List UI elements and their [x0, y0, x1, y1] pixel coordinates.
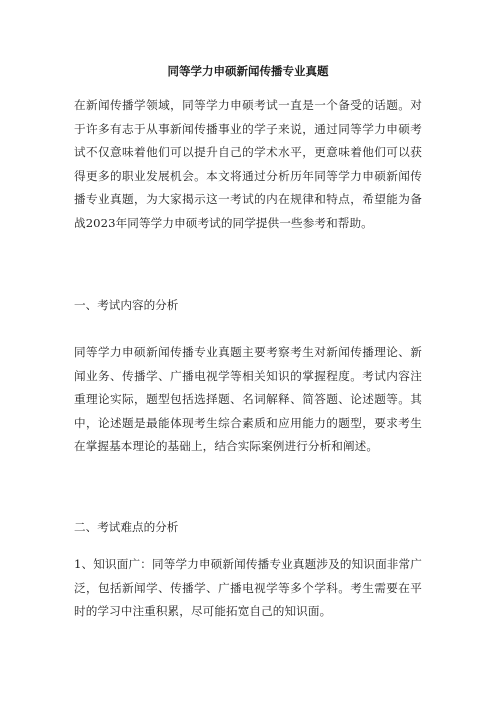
section-heading-content-analysis: 一、考试内容的分析 — [74, 298, 179, 312]
document-title: 同等学力申硕新闻传播专业真题 — [167, 64, 329, 78]
section-heading-difficulty-analysis: 二、考试难点的分析 — [74, 520, 179, 534]
section-paragraph-content-analysis: 同等学力申硕新闻传播专业真题主要考察考生对新闻传播理论、新闻业务、传播学、广播电视学等相关知识的掌握程度。考试内容注重理论实际，题型包括选择题、名词解释、简答题、论述题等。其中，论述题是最能体现考生综合素质和应用能力的题型，要求考生在掌握基本理论的基础上，结合实际案例进行分析和阐述。 — [74, 345, 422, 454]
difficulty-item-1: 1、知识面广：同等学力申硕新闻传播专业真题涉及的知识面非常广泛，包括新闻学、传播学、广播电视学等多个学科。考生需要在平时的学习中注重积累，尽可能拓宽自己的知识面。 — [74, 557, 422, 619]
intro-paragraph: 在新闻传播学领域，同等学力申硕考试一直是一个备受的话题。对于许多有志于从事新闻传播事业的学子来说，通过同等学力申硕考试不仅意味着他们可以提升自己的学术水平，更意味着他们可以获得更多的职业发展机会。本文将通过分析历年同等学力申硕新闻传播专业真题，为大家揭示这一考试的内在规律和特点，希望能为备战2023年同等学力申硕考试的同学提供一些参考和帮助。 — [74, 98, 422, 230]
